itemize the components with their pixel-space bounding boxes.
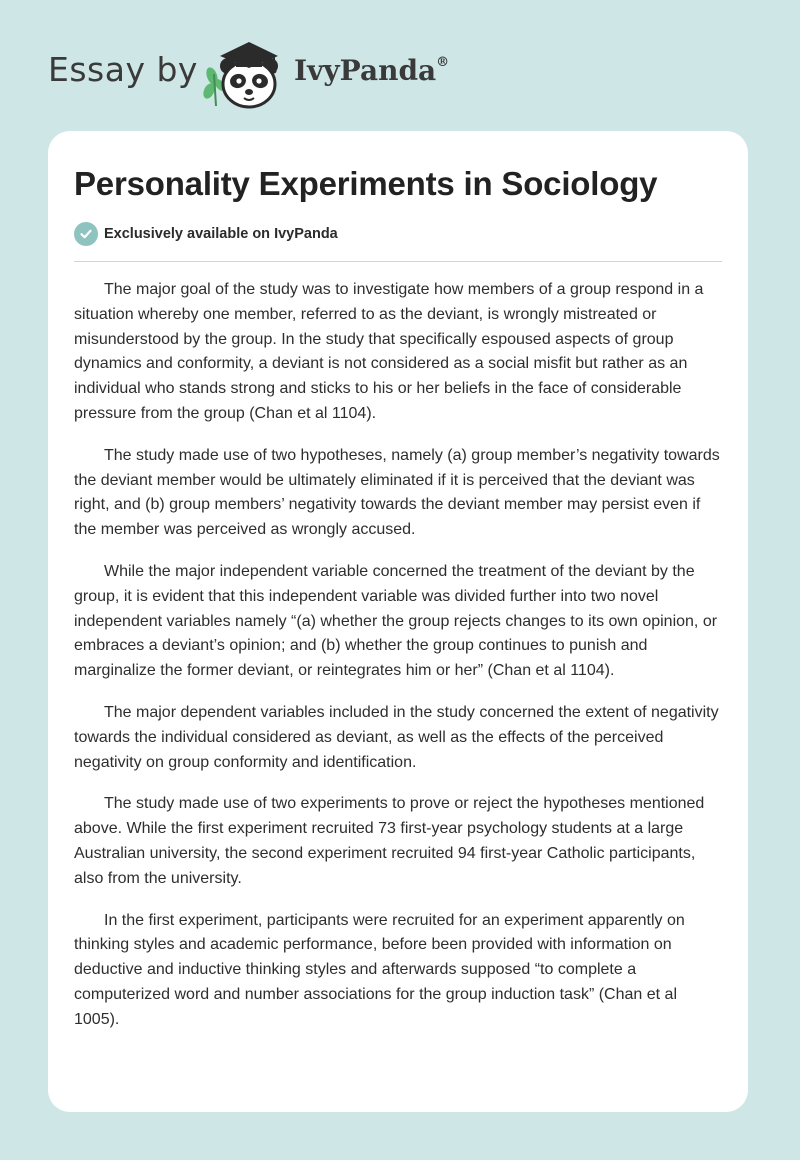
paragraph: In the first experiment, participants were recruited for an experiment apparently on thinking styles and academic performance, before been provided with information on deductive and inductive thinking styles and afterwards supposed “to complete a computerized word and number associations for the group induction task” (Chan et al 1005). bbox=[74, 911, 685, 1028]
check-circle-icon bbox=[74, 222, 98, 246]
exclusive-label: Exclusively available on IvyPanda bbox=[104, 226, 338, 242]
essay-card bbox=[48, 131, 748, 1112]
brand-logo-text[interactable] bbox=[294, 54, 449, 87]
paragraph: While the major independent variable concerned the treatment of the deviant by the group, it is evident that this independent variable was divided further into two novel independent variables namely “(a) whether the group rejects changes to its own opinion, or embraces a deviant’s opinion; and (b) whether the group continues to punish and marginalize the former deviant, or reintegrates him or her” (Chan et al 1104). bbox=[74, 562, 718, 680]
panda-graduate-icon[interactable] bbox=[200, 36, 292, 110]
divider bbox=[74, 261, 722, 262]
essay-by-label: Essay by bbox=[48, 50, 198, 89]
brand-name: IvyPanda bbox=[294, 54, 437, 87]
site-header bbox=[0, 0, 800, 130]
exclusive-badge bbox=[74, 222, 338, 246]
paragraph: The major goal of the study was to investigate how members of a group respond in a situation whereby one member, referred to as the deviant, is wrongly mistreated or misunderstood by the group. In the study that specifically espoused aspects of group dynamics and conformity, a deviant is not considered as a social misfit but rather as an individual who stands strong and sticks to his or her beliefs in the face of considerable pressure from the group (Chan et al 1104). bbox=[74, 281, 704, 422]
essay-body bbox=[74, 278, 724, 1050]
paragraph: The study made use of two hypotheses, namely (a) group member’s negativity towards the deviant member would be ultimately eliminated if it is perceived that the deviant was right, and (b) group members’ negativity towards the deviant member may persist even if the member was perceived as wrongly accused. bbox=[74, 446, 720, 539]
paragraph: The study made use of two experiments to prove or reject the hypotheses mentioned above. While the first experiment recruited 73 first-year psychology students at a large Australian university, the second experiment recruited 94 first-year Catholic participants, also from the university. bbox=[74, 795, 705, 887]
page-title: Personality Experiments in Sociology bbox=[74, 165, 658, 202]
registered-mark: ® bbox=[436, 54, 450, 70]
paragraph: The major dependent variables included in the study concerned the extent of negativity towards the individual considered as deviant, as well as the effects of the perceived negativity on group conformity and identification. bbox=[74, 703, 719, 771]
